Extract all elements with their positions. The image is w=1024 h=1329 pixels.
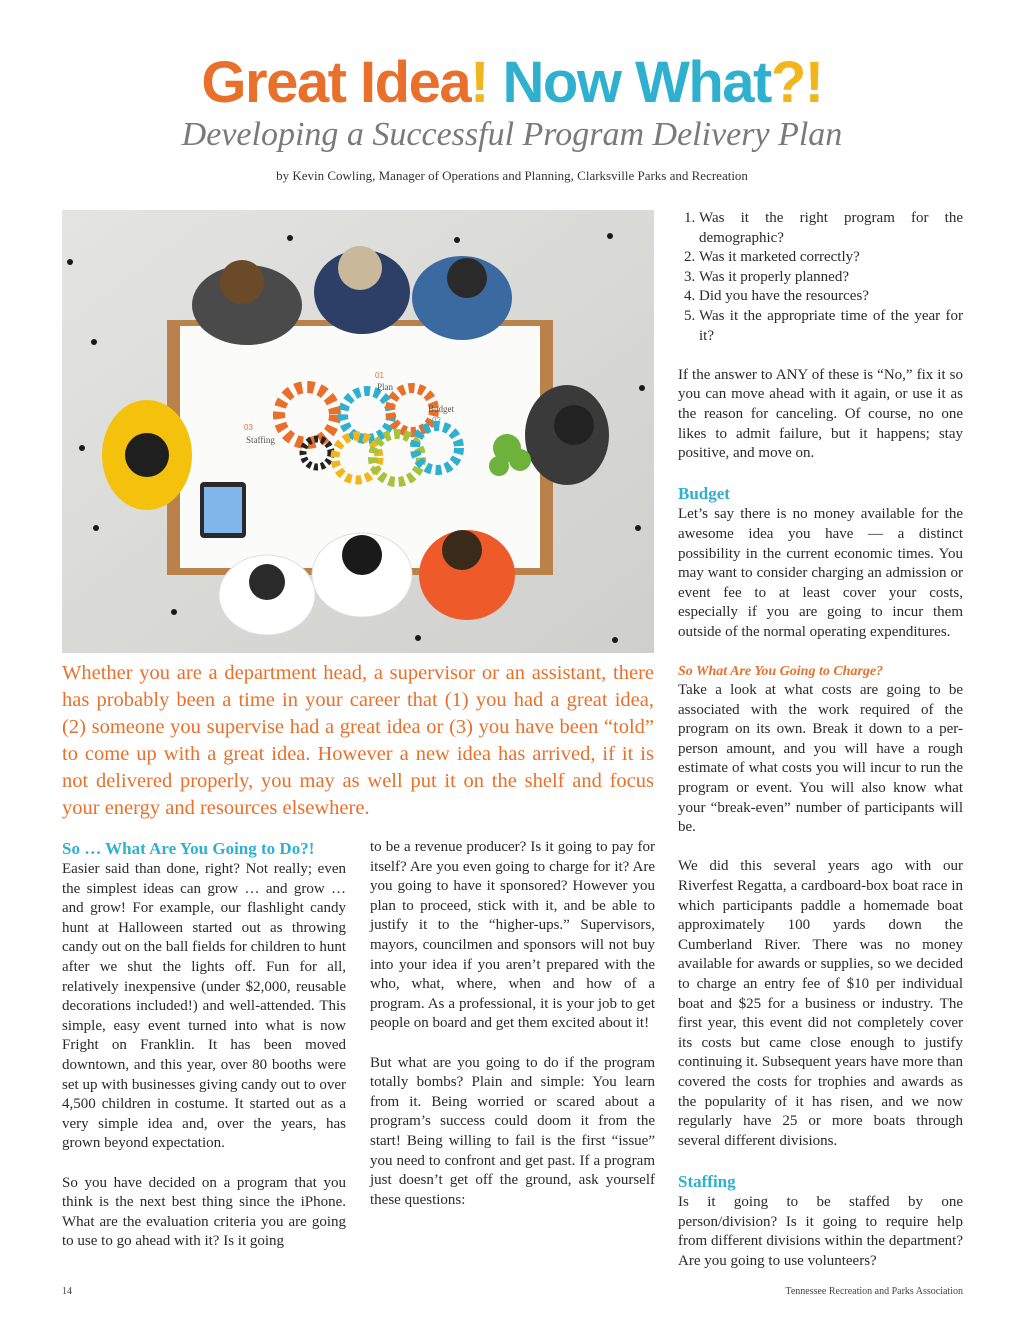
byline: by Kevin Cowling, Manager of Operations and Planning, Clarksville Parks and Recreation <box>276 168 748 183</box>
paragraph: Let’s say there is no money available for the awesome idea you have — a distinct possibility in the current economic times. You may want to consider charging an admission or event fee to at least cover your costs, especially if you are going to incur them outside of the normal operating expenditures. <box>678 506 963 640</box>
person-top-right <box>412 256 512 340</box>
title-part-great-idea: Great Idea <box>201 50 471 115</box>
section-heading-staffing: Staffing <box>678 1171 736 1191</box>
staffing-label: Staffing <box>246 435 275 445</box>
paragraph: Is it going to be staffed by one person/division? Is it going to require help from different divisions within the department? Are you going to use volunteers? <box>678 1193 963 1269</box>
list-item: 4. Did you have the resources? <box>699 287 963 307</box>
paragraph: If the answer to ANY of these is “No,” fix it so you can move ahead with it again, or use it as the reason for canceling. Of course, no one likes to admit failure, but it happens; stay positive, and move on. <box>678 366 963 462</box>
person-bottom-center <box>312 533 412 617</box>
title-part-now-what: Now What <box>502 50 771 115</box>
plan-number: 01 <box>375 371 384 380</box>
section-heading-what-to-do: So … What Are You Going to Do?! <box>62 839 315 858</box>
list-item: 2. Was it marketed correctly? <box>699 248 963 268</box>
person-bottom-right <box>419 530 515 620</box>
list-item: 1. Was it the right program for the demographic? <box>699 209 963 248</box>
budget-label: Budget <box>428 404 454 414</box>
column-1 <box>62 838 346 1271</box>
title-exclamation: ! <box>470 50 488 115</box>
pull-quote: Whether you are a department head, a supervisor or an assistant, there has probably been a time in your career that (1) you had a great idea, (2) someone you supervise had a great idea or (3) you have been “told” to come up with a great idea. However a new idea has arrived, if it is not delivered properly, you may as well put it on the shelf and focus your energy and resources elsewhere. <box>62 662 654 819</box>
column-3 <box>678 209 963 1291</box>
list-item: 5. Was it the appropriate time of the year for it? <box>699 307 963 346</box>
section-heading-budget: Budget <box>678 484 730 504</box>
column-2 <box>370 838 655 1230</box>
paragraph: So you have decided on a program that you think is the next best thing since the iPhone. What are the evaluation criteria you are going to use to go ahead with it? Is it going <box>62 1174 346 1250</box>
tablet <box>200 482 246 538</box>
article-subtitle: Developing a Successful Program Delivery Plan <box>181 116 843 153</box>
paragraph: Easier said than done, right? Not really; even the simplest ideas can grow … and grow … and grow! For example, our flashlight candy hunt at Halloween started out as throwing candy out on the ball fields for children to hunt after we shut the lights off. Fun for all, relatively inexpensive (under $2,000, reusable decorations included!) and well-attended. This simple, easy event turned into what is now Fright on Franklin. It has been moved downtown, and this year, over 80 booths were set up with businesses giving candy out to over 4,500 children in costume. It started out as a very simple idea and, over the years, has grown beyond expectation. <box>62 861 346 1152</box>
paragraph: But what are you going to do if the program totally bombs? Plain and simple: You learn from it. Being worried or scared about a program’s success could doom it from the start! Being willing to fail is the first “issue” you need to confront and get past. If a program just doesn’t get off the ground, ask yourself these questions: <box>370 1054 655 1208</box>
team-meeting-photo <box>62 210 654 653</box>
staffing-number: 03 <box>244 423 253 432</box>
plan-label: Plan <box>377 382 394 392</box>
page-number: 14 <box>62 1286 72 1297</box>
person-left-yellow <box>102 400 192 510</box>
evaluation-questions-list <box>678 209 963 346</box>
person-right <box>525 385 609 485</box>
paragraph: Take a look at what costs are going to be associated with the work required of the program on its own. Break it down to a per-person amount, and you will have a rough estimate of what costs you will incur to run the program or event. You will also know what your “break-even” number of participants will be. <box>678 682 963 836</box>
list-item: 3. Was it properly planned? <box>699 268 963 288</box>
person-bottom-left <box>219 555 315 635</box>
subheading-charge: So What Are You Going to Charge? <box>678 664 884 680</box>
budget-number: 02 <box>432 416 441 425</box>
title-interrobang: ?! <box>770 50 823 115</box>
paragraph: to be a revenue producer? Is it going to pay for itself? Are you even going to charge for it? Are you going to have it sponsored? However you plan to proceed, stick with it, and be able to justify it to the “higher-ups.” Supervisors, mayors, councilmen and sponsors will not buy into your idea if you aren’t prepared with the who, what, where, when and how of a program. As a professional, it is your job to get people on board and get them excited about it! <box>370 839 655 1032</box>
paragraph: We did this several years ago with our Riverfest Regatta, a cardboard-box boat race in which participants paddle a homemade boat approximately 100 yards down the Cumberland River. There was no money available for awards or supplies, so we decided to charge an entry fee of $10 per individual boat and $25 for a business or industry. The first year, this event did not completely cover its costs but came close enough to justify continuing it. Subsequent years have more than covered the costs for trophies and awards as the popularity of it has risen, and we now regularly have 25 or more boats through several different divisions. <box>678 858 963 1149</box>
article-title <box>0 50 1024 116</box>
publication-name: Tennessee Recreation and Parks Association <box>785 1286 963 1297</box>
